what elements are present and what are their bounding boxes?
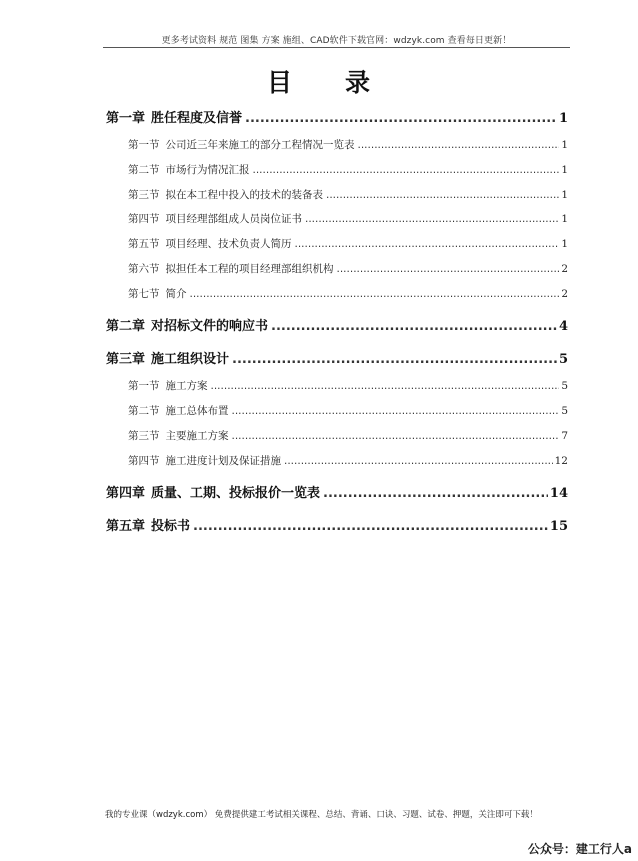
toc-entry-label: 投标书 [151,519,191,534]
page-footer-text: 我的专业课（wdzyk.com） 免费提供建工考试相关课程、总结、背诵、口诀、习题、试卷、押题，关注即可下载！ [105,810,538,820]
toc-entry-label: 拟在本工程中投入的技术的装备表 [165,189,323,201]
toc-entry-number: 第四章 [106,486,146,501]
toc-dot-leader [323,486,548,501]
toc-dot-leader [253,164,560,176]
toc-dot-leader [326,189,559,201]
toc-entry-label: 简介 [165,288,187,300]
toc-chapter-entry[interactable] [106,515,568,534]
toc-section-entry[interactable] [128,428,568,443]
header-rule [103,47,570,48]
toc-section-entry[interactable] [128,261,568,276]
toc-dot-leader [211,380,560,392]
toc-section-entry[interactable] [128,453,568,468]
toc-entry-number: 第三章 [106,352,146,367]
toc-section-entry[interactable] [128,211,568,226]
page-header-text: 更多考试资料 规范 图集 方案 施组、CAD软件下载官网：wdzyk.com 查看每日更新！ [161,36,512,46]
toc-dot-leader [305,213,559,225]
toc-entry-number: 第四节 [128,213,160,225]
toc-dot-leader [193,519,548,534]
toc-entry-number: 第五章 [106,519,146,534]
toc-dot-leader [337,263,560,275]
toc-entry-label: 施工总体布置 [165,405,229,417]
toc-entry-page-number: 5 [561,380,568,392]
toc-entry-number: 第三节 [128,430,160,442]
toc-dot-leader [232,430,560,442]
toc-entry-page-number: 14 [549,486,568,501]
toc-entry-number: 第六节 [128,263,160,275]
toc-chapter-entry[interactable] [106,348,568,367]
toc-dot-leader [284,455,553,467]
toc-dot-leader [295,238,560,250]
toc-entry-page-number: 5 [561,405,568,417]
toc-entry-label: 公司近三年来施工的部分工程情况一览表 [165,139,355,151]
toc-entry-label: 项目经理、技术负责人简历 [165,238,292,250]
toc-entry-label: 质量、工期、投标报价一览表 [151,486,321,501]
toc-chapter-entry[interactable] [106,315,568,334]
toc-entry-page-number: 5 [558,352,568,367]
toc-entry-label: 施工组织设计 [151,352,230,367]
toc-entry-page-number: 7 [561,430,568,442]
toc-section-entry[interactable] [128,187,568,202]
toc-chapter-entry[interactable] [106,482,568,501]
toc-dot-leader [358,139,560,151]
toc-entry-number: 第一章 [106,111,146,126]
toc-entry-label: 对招标文件的响应书 [151,319,269,334]
toc-entry-page-number: 1 [558,111,568,126]
toc-entry-number: 第二节 [128,164,160,176]
toc-entry-number: 第五节 [128,238,160,250]
watermark-text: 公众号：建工行人a [527,842,632,856]
toc-entry-page-number: 1 [561,213,568,225]
toc-entry-page-number: 1 [561,139,568,151]
toc-entry-label: 主要施工方案 [165,430,229,442]
toc-entry-page-number: 1 [561,164,568,176]
toc-dot-leader [232,352,557,367]
toc-section-entry[interactable] [128,162,568,177]
toc-entry-number: 第二节 [128,405,160,417]
toc-entry-label: 施工方案 [165,380,208,392]
toc-dot-leader [271,319,557,334]
toc-entry-label: 拟担任本工程的项目经理部组织机构 [165,263,334,275]
toc-entry-label: 项目经理部组成人员岗位证书 [165,213,302,225]
toc-entry-label: 市场行为情况汇报 [165,164,250,176]
toc-section-entry[interactable] [128,286,568,301]
toc-section-entry[interactable] [128,236,568,251]
toc-entry-page-number: 2 [561,263,568,275]
toc-dot-leader [232,405,560,417]
toc-entry-number: 第二章 [106,319,146,334]
toc-entry-number: 第一节 [128,380,160,392]
toc-chapter-entry[interactable] [106,107,568,126]
toc-entry-page-number: 4 [558,319,568,334]
toc-entry-label: 胜任程度及信誉 [151,111,243,126]
toc-entry-label: 施工进度计划及保证措施 [165,455,281,467]
toc-entry-number: 第一节 [128,139,160,151]
toc-entry-page-number: 12 [554,455,568,467]
toc-entry-number: 第七节 [128,288,160,300]
toc-entry-page-number: 2 [561,288,568,300]
toc-dot-leader [190,288,560,300]
toc-section-entry[interactable] [128,403,568,418]
toc-entry-number: 第四节 [128,455,160,467]
toc-entry-page-number: 1 [561,238,568,250]
toc-entry-number: 第三节 [128,189,160,201]
toc-section-entry[interactable] [128,378,568,393]
toc-entry-page-number: 15 [549,519,568,534]
toc-section-entry[interactable] [128,137,568,152]
toc-dot-leader [245,111,557,126]
toc-entry-page-number: 1 [561,189,568,201]
toc-title: 目 录 [266,68,371,97]
